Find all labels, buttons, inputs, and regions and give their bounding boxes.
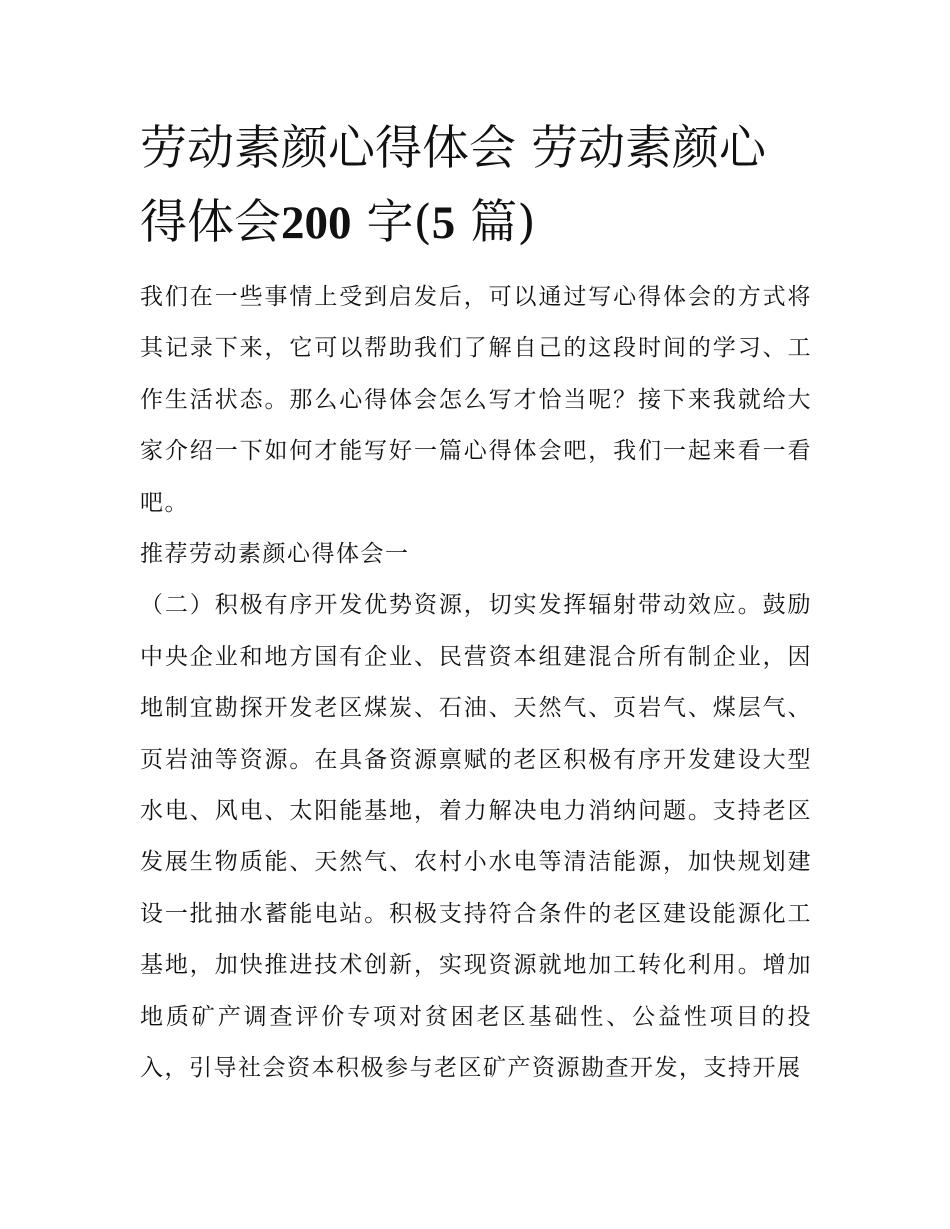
- document-content: [140, 112, 812, 1095]
- title-end: 篇): [455, 195, 536, 250]
- title-number: 200: [281, 197, 352, 249]
- title-middle: 字(: [351, 195, 432, 250]
- intro-paragraph: 我们在一些事情上受到启发后，可以通过写心得体会的方式将其记录下来，它可以帮助我们了解自己的这段时间的学习、工作生活状态。那么心得体会怎么写才恰当呢？接下来我就给大家介绍一下如何才能写好一篇心得体会吧，我们一起来看一看吧。: [140, 284, 812, 516]
- title-count: 5: [431, 197, 456, 249]
- section-heading: 推荐劳动素颜心得体会一: [140, 541, 410, 568]
- body-paragraph: （二）积极有序开发优势资源，切实发挥辐射带动效应。鼓励中央企业和地方国有企业、民营资本组建混合所有制企业，因地制宜勘探开发老区煤炭、石油、天然气、页岩气、煤层气、页岩油等资源。在具备资源禀赋的老区积极有序开发建设大型水电、风电、太阳能基地，着力解决电力消纳问题。支持老区发展生物质能、天然气、农村小水电等清洁能源，加快规划建设一批抽水蓄能电站。积极支持符合条件的老区建设能源化工基地，加快推进技术创新，实现资源就地加工转化利用。增加地质矿产调查评价专项对贫困老区基础性、公益性项目的投入，引导社会资本积极参与老区矿产资源勘查开发，支持开展: [140, 592, 812, 1082]
- document-title: [140, 112, 812, 260]
- title-text: 劳动素颜心得体会 劳动素颜心得体会: [140, 121, 766, 250]
